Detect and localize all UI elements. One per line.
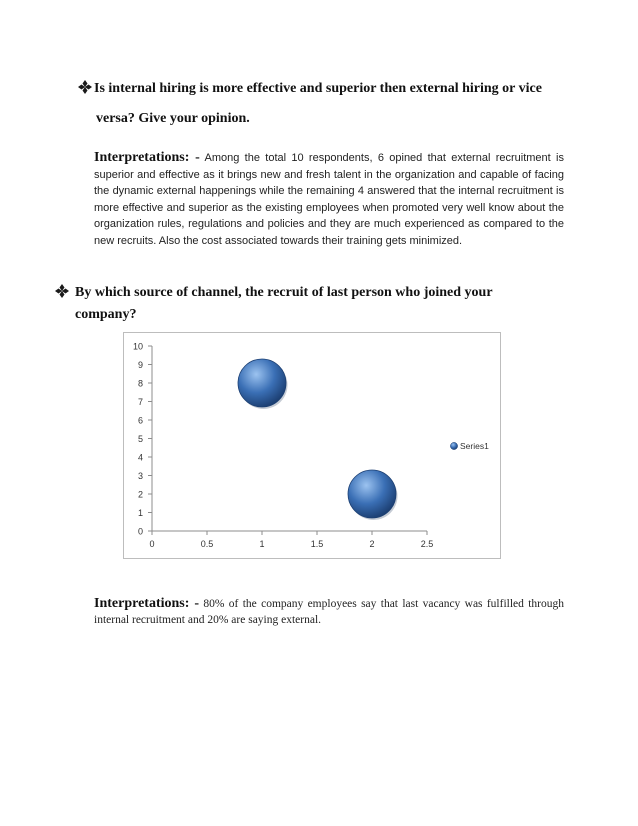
question-1-text-1: Is internal hiring is more effective and superior then external hiring or vice: [94, 81, 542, 96]
y-tick-label: 6: [137, 415, 143, 426]
interpretation-1-text: Among the total 10 respondents, 6 opined that external recruitment is superior and effective as it brings new and fresh talent in the organization and capable of facing the dynamic external happenings while the remaining 4 answered that the internal recruitment is more effective and superior as the existing employees when promoted very well know about the organization rules, regulations and policies and they are much experienced as compared to the new recruits. Also the cost associated towards their training gets minimized.: [94, 152, 564, 247]
question-2: [55, 282, 565, 326]
y-tick-label: 5: [137, 434, 143, 444]
bubble-point: [348, 470, 396, 518]
interpretation-1-label: Interpretations: -: [94, 150, 200, 165]
y-tick-label: 10: [132, 341, 143, 352]
x-tick-label: 2.5: [420, 539, 434, 549]
diamond-bullet-icon: [55, 284, 69, 298]
x-tick-label: 1: [259, 539, 265, 549]
question-1: [78, 78, 568, 130]
y-tick-label: 7: [137, 397, 143, 407]
y-tick-label: 2: [137, 489, 143, 500]
y-tick-label: 8: [137, 378, 143, 389]
interpretation-2: [94, 596, 564, 628]
y-tick-label: 0: [137, 526, 143, 537]
x-tick-label: 1.5: [310, 539, 324, 549]
legend-marker: [450, 442, 457, 449]
x-tick-label: 2: [369, 539, 375, 549]
x-tick-label: 0: [149, 539, 155, 549]
bubble-point: [238, 359, 286, 407]
interpretation-2-label: Interpretations: -: [94, 596, 200, 611]
interpretation-1: [94, 150, 564, 249]
question-1-text-2: versa? Give your opinion.: [96, 111, 250, 126]
diamond-bullet-icon: [78, 80, 92, 94]
bubble-chart: [123, 332, 501, 559]
question-1-line-1: [78, 78, 568, 100]
y-tick-label: 4: [137, 452, 143, 463]
y-tick-label: 1: [137, 508, 143, 518]
interpretation-2-text: 80% of the company employees say that last vacancy was fulfilled through internal recruitment and 20% are saying external.: [94, 598, 565, 626]
chart-canvas: [124, 333, 500, 558]
question-2-text-1: By which source of channel, the recruit of last person who joined your: [75, 285, 493, 300]
question-2-line-1: [55, 285, 493, 300]
x-tick-label: 0.5: [200, 539, 214, 549]
legend-label: Series1: [460, 441, 489, 451]
question-2-text-2: company?: [75, 307, 137, 322]
y-tick-label: 9: [137, 360, 143, 370]
y-tick-label: 3: [137, 471, 143, 481]
